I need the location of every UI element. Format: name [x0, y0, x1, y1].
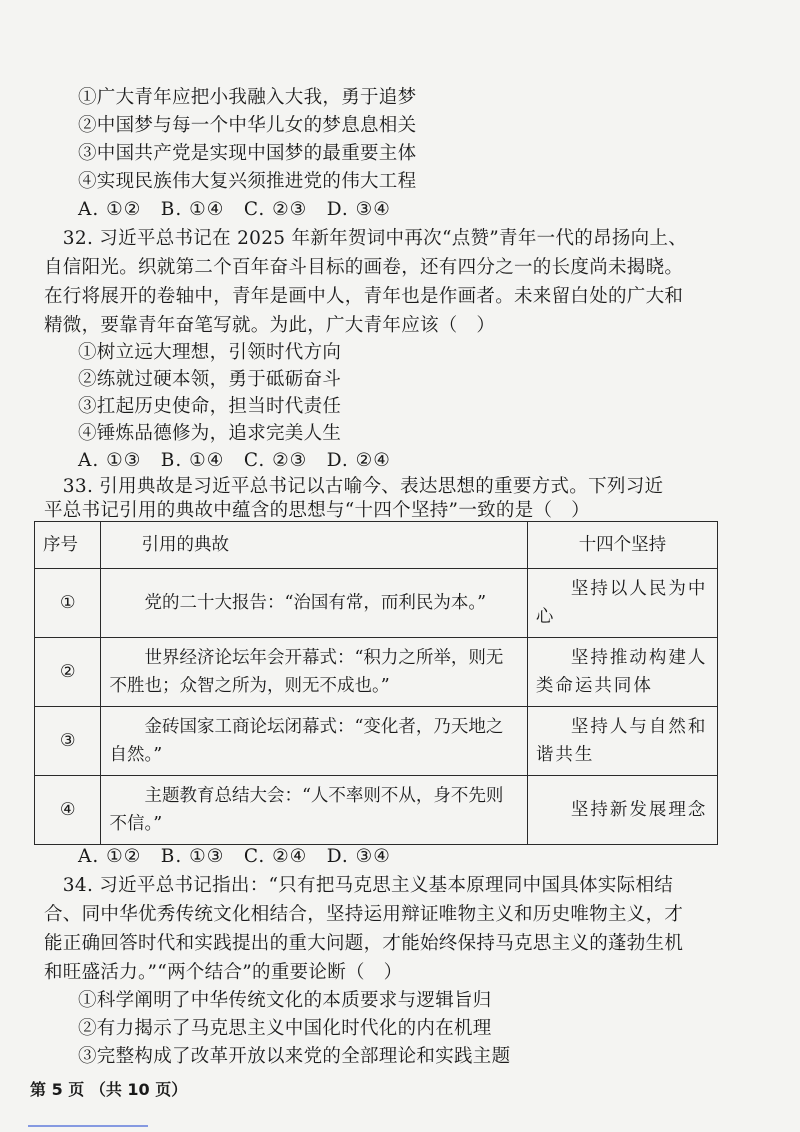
header-allusion: 引用的典故: [101, 522, 527, 569]
q33-stem-line-1: 33. 引用典故是习近平总书记以古喻今、表达思想的重要方式。下列习近: [44, 476, 664, 497]
q31-option-3: ③中国共产党是实现中国梦的最重要主体: [78, 143, 417, 164]
q32-stem-line-4: 精微，要靠青年奋笔写就。为此，广大青年应该（ ）: [44, 315, 496, 336]
table-row: [35, 776, 718, 845]
q34-option-1: ①科学阐明了中华传统文化的本质要求与逻辑旨归: [78, 990, 492, 1011]
header-index: 序号: [35, 522, 101, 569]
table-row: [35, 707, 718, 776]
row-allusion: 金砖国家工商论坛闭幕式：“变化者，乃天地之自然。”: [101, 707, 527, 776]
allusions-table: [34, 521, 718, 845]
q34-stem-line-2: 合、同中华优秀传统文化相结合，坚持运用辩证唯物主义和历史唯物主义，才: [44, 904, 684, 925]
row-persistence: 坚持推动构建人类命运共同体: [527, 638, 717, 707]
q31-choices: A. ①② B. ①④ C. ②③ D. ③④: [78, 199, 391, 220]
row-index: ④: [35, 776, 101, 845]
row-index: ②: [35, 638, 101, 707]
q34-stem-line-3: 能正确回答时代和实践提出的重大问题，才能始终保持马克思主义的蓬勃生机: [44, 933, 684, 954]
page-footer: 第 5 页 （共 10 页）: [30, 1080, 188, 1099]
row-allusion: 党的二十大报告：“治国有常，而利民为本。”: [101, 569, 527, 638]
q34-stem-line-1: 34. 习近平总书记指出：“只有把马克思主义基本原理同中国具体实际相结: [44, 875, 674, 896]
row-persistence: 坚持新发展理念: [527, 776, 717, 845]
scan-mark: [28, 1125, 148, 1127]
q34-option-2: ②有力揭示了马克思主义中国化时代化的内在机理: [78, 1018, 492, 1039]
q32-option-4: ④锤炼品德修为，追求完美人生: [78, 423, 342, 444]
q33-stem-line-2: 平总书记引用的典故中蕴含的思想与“十四个坚持”一致的是（ ）: [44, 500, 590, 521]
q31-option-1: ①广大青年应把小我融入大我，勇于追梦: [78, 87, 417, 108]
table-header-row: [35, 522, 718, 569]
row-persistence: 坚持以人民为中心: [527, 569, 717, 638]
header-fourteen-persistences: 十四个坚持: [527, 522, 717, 569]
row-allusion: 世界经济论坛年会开幕式：“积力之所举，则无不胜也；众智之所为，则无不成也。”: [101, 638, 527, 707]
q33-choices: A. ①② B. ①③ C. ②④ D. ③④: [78, 846, 391, 867]
q32-stem-line-1: 32. 习近平总书记在 2025 年新年贺词中再次“点赞”青年一代的昂扬向上、: [44, 228, 688, 249]
q32-option-1: ①树立远大理想，引领时代方向: [78, 342, 342, 363]
q31-option-2: ②中国梦与每一个中华儿女的梦息息相关: [78, 115, 417, 136]
row-persistence: 坚持人与自然和谐共生: [527, 707, 717, 776]
table-row: [35, 569, 718, 638]
q32-choices: A. ①③ B. ①④ C. ②③ D. ②④: [78, 450, 391, 471]
row-index: ①: [35, 569, 101, 638]
q32-stem-line-3: 在行将展开的卷轴中，青年是画中人，青年也是作画者。未来留白处的广大和: [44, 286, 684, 307]
row-index: ③: [35, 707, 101, 776]
q34-option-3: ③完整构成了改革开放以来党的全部理论和实践主题: [78, 1046, 511, 1067]
table-row: [35, 638, 718, 707]
q32-option-2: ②练就过硬本领，勇于砥砺奋斗: [78, 369, 342, 390]
q34-stem-line-4: 和旺盛活力。”“两个结合”的重要论断（ ）: [44, 962, 403, 983]
q32-stem-line-2: 自信阳光。织就第二个百年奋斗目标的画卷，还有四分之一的长度尚未揭晓。: [44, 257, 684, 278]
q32-option-3: ③扛起历史使命，担当时代责任: [78, 396, 342, 417]
q31-option-4: ④实现民族伟大复兴须推进党的伟大工程: [78, 171, 417, 192]
row-allusion: 主题教育总结大会：“人不率则不从，身不先则不信。”: [101, 776, 527, 845]
